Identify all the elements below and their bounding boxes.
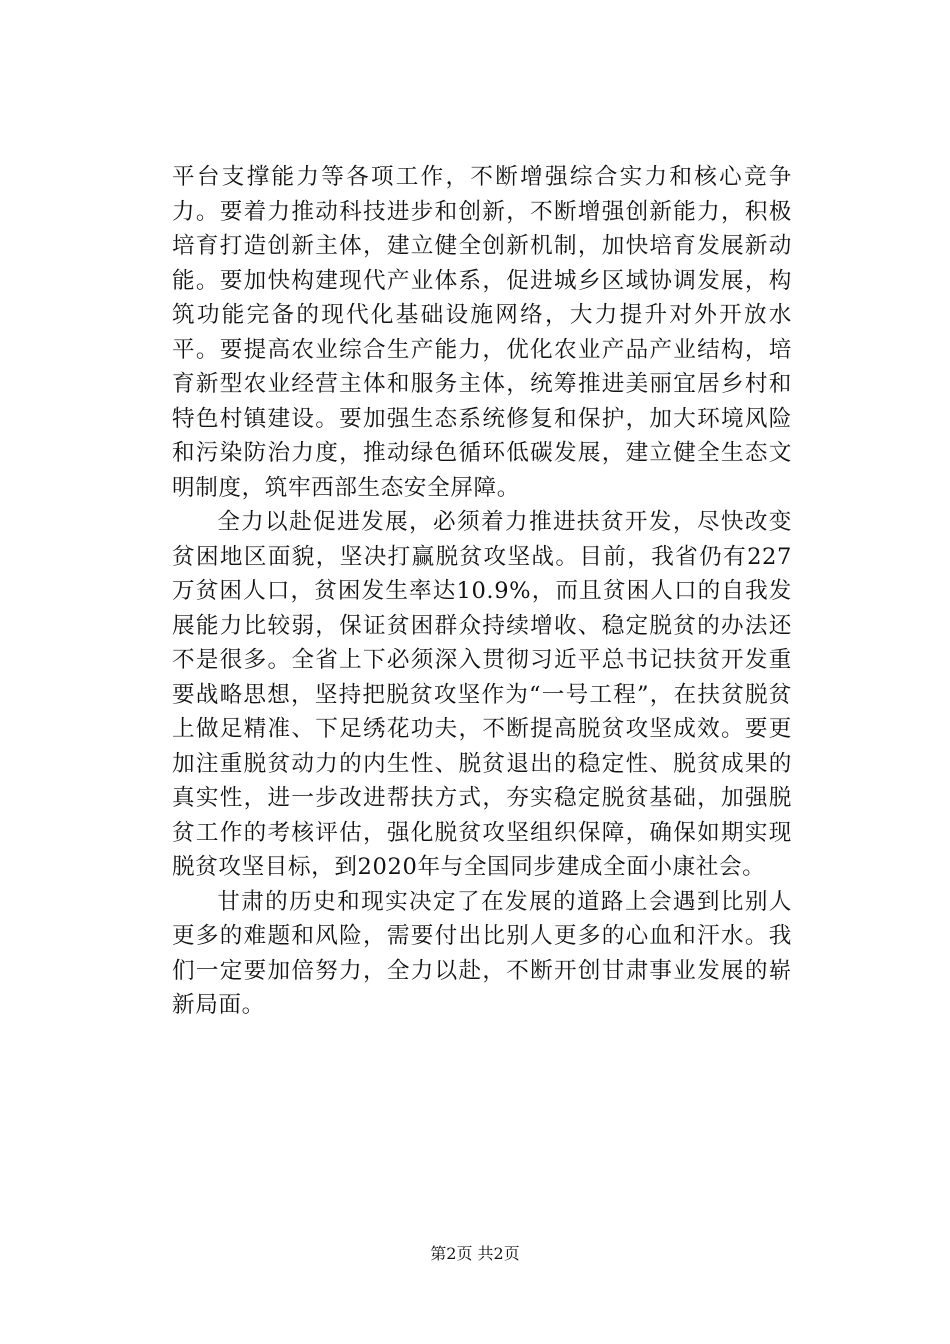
paragraph-3: 甘肃的历史和现实决定了在发展的道路上会遇到比别人更多的难题和风险，需要付出比别人更多的心血和汗水。我们一定要加倍努力，全力以赴，不断开创甘肃事业发展的崭新局面。 (172, 888, 792, 1018)
page-number-footer: 第2页 共2页 (430, 1244, 520, 1263)
paragraph-2: 全力以赴促进发展，必须着力推进扶贫开发，尽快改变贫困地区面貌，坚决打赢脱贫攻坚战。目前，我省仍有227万贫困人口，贫困发生率达10.9%，而且贫困人口的自我发展能力比较弱，保证贫困群众持续增收、稳定脱贫的办法还不是很多。全省上下必须深入贯彻习近平总书记扶贫开发重要战略思想，坚持把脱贫攻坚作为“一号工程”，在扶贫脱贫上做足精准、下足绣花功夫，不断提高脱贫攻坚成效。要更加注重脱贫动力的内生性、脱贫退出的稳定性、脱贫成果的真实性，进一步改进帮扶方式，夯实稳定脱贫基础，加强脱贫工作的考核评估，强化脱贫攻坚组织保障，确保如期实现脱贫攻坚目标，到2020年与全国同步建成全面小康社会。 (172, 509, 792, 880)
paragraph-1: 平台支撑能力等各项工作，不断增强综合实力和核心竞争力。要着力推动科技进步和创新，不断增强创新能力，积极培育打造创新主体，建立健全创新机制，加快培育发展新动能。要加快构建现代产业体系，促进城乡区域协调发展，构筑功能完备的现代化基础设施网络，大力提升对外开放水平。要提高农业综合生产能力，优化农业产品产业结构，培育新型农业经营主体和服务主体，统筹推进美丽宜居乡村和特色村镇建设。要加强生态系统修复和保护，加大环境风险和污染防治力度，推动绿色循环低碳发展，建立健全生态文明制度，筑牢西部生态安全屏障。 (172, 164, 792, 501)
document-body (172, 160, 792, 1023)
